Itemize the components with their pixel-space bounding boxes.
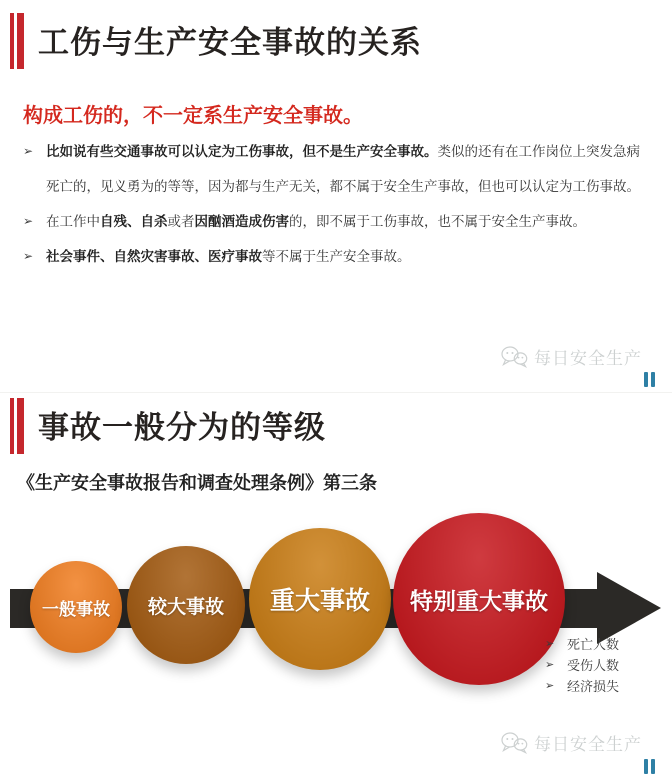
- bullet-item: [23, 204, 653, 239]
- bullet-list: [23, 134, 653, 274]
- bullet-text-segment: 类似的还有在工作岗位上突发急病死亡的，见义勇为的等等，因为都与生产无关，都不属于安全生产事故，但也可以认定为工伤事故。: [46, 144, 640, 194]
- level-label: 较大事故: [147, 596, 224, 618]
- criteria-text: 死亡人数: [567, 637, 620, 652]
- criteria-list: [545, 638, 619, 701]
- page-title: 工伤与生产安全事故的关系: [38, 25, 422, 60]
- bullet-text-segment: 因酗酒造成伤害: [194, 214, 289, 229]
- watermark-text: 每日安全生产: [534, 349, 642, 368]
- criteria-item: [545, 680, 619, 693]
- level-circle: [249, 528, 391, 670]
- level-label: 特别重大事故: [410, 587, 548, 614]
- bullet-text-segment: 社会事件、自然灾害事故、医疗事故: [46, 249, 262, 264]
- bullet-arrow-icon: ➢: [23, 214, 34, 228]
- criteria-item: [545, 659, 619, 672]
- watermark: [499, 730, 642, 755]
- bullet-arrow-icon: ➢: [545, 659, 555, 671]
- accent-bar-thin: [10, 13, 14, 69]
- criteria-item: [545, 638, 619, 651]
- criteria-text: 受伤人数: [567, 658, 620, 673]
- accent-bar-thick: [17, 13, 24, 69]
- level-label: 重大事故: [269, 587, 370, 615]
- wechat-icon: [499, 731, 529, 754]
- bullet-text-segment: 在工作中: [46, 214, 100, 229]
- page-title: 事故一般分为的等级: [38, 410, 326, 445]
- accident-level-diagram: [0, 393, 672, 780]
- bullet-item: [23, 239, 653, 274]
- bullet-arrow-icon: ➢: [23, 249, 34, 263]
- level-circle: [30, 561, 122, 653]
- slide-accident-levels: [0, 393, 672, 780]
- bullet-arrow-icon: ➢: [545, 638, 555, 650]
- bullet-text-segment: 等不属于生产安全事故。: [262, 249, 411, 264]
- watermark: [499, 344, 642, 369]
- pause-bars-icon: [644, 759, 655, 774]
- bullet-text-segment: 或者: [167, 214, 195, 229]
- bullet-arrow-icon: ➢: [545, 680, 555, 692]
- wechat-icon: [499, 345, 529, 368]
- bullet-text-segment: 比如说有些交通事故可以认定为工伤事故，但不是生产安全事故。: [46, 144, 438, 159]
- level-circle: [393, 513, 565, 685]
- level-circle: [127, 546, 245, 664]
- bullet-text-segment: 的，即不属于工伤事故，也不属于安全生产事故。: [289, 214, 586, 229]
- criteria-text: 经济损失: [567, 679, 620, 694]
- bullet-item: [23, 134, 653, 204]
- red-statement: 构成工伤的，不一定系生产安全事故。: [23, 105, 363, 127]
- pause-bars-icon: [644, 372, 655, 387]
- bullet-text-segment: 自残、自杀: [100, 214, 168, 229]
- title-accent-bars: [10, 13, 24, 69]
- level-label: 一般事故: [42, 599, 110, 619]
- bullet-arrow-icon: ➢: [23, 144, 34, 158]
- arrow-head: [597, 572, 661, 644]
- regulation-reference: 《生产安全事故报告和调查处理条例》第三条: [17, 473, 377, 493]
- watermark-text: 每日安全生产: [534, 735, 642, 754]
